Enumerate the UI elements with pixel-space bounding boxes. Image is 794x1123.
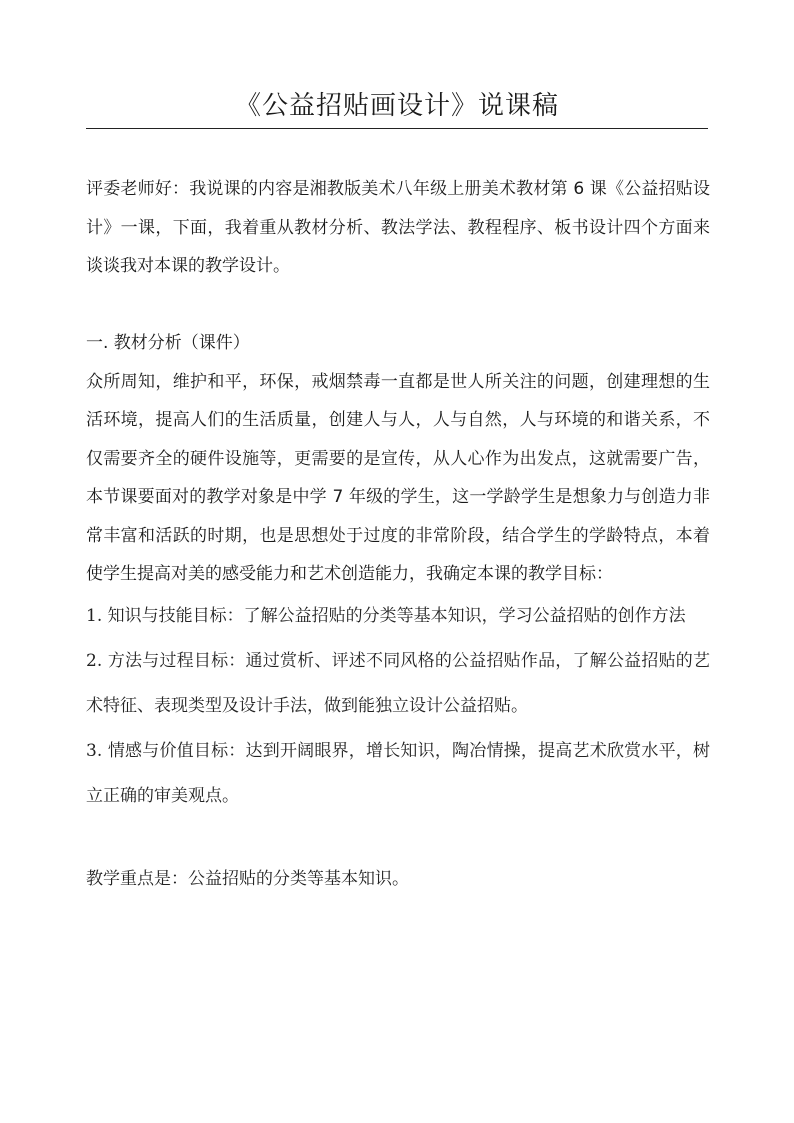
goal-emotion: 3. 情感与价值目标：达到开阔眼界，增长知识，陶冶情操，提高艺术欣赏水平，树立正确的审美观点。 [86, 740, 710, 806]
intro-paragraph: 评委老师好：我说课的内容是湘教版美术八年级上册美术教材第 6 课《公益招贴设计》一课，下面，我着重从教材分析、教法学法、教程程序、板书设计四个方面来谈谈我对本课的教学设计。 [86, 179, 710, 276]
goal-knowledge: 1. 知识与技能目标：了解公益招贴的分类等基本知识，学习公益招贴的创作方法 [86, 605, 686, 626]
document-body [86, 170, 710, 902]
section-heading: 一. 教材分析（课件） [86, 333, 250, 353]
title-underline [86, 128, 708, 129]
document-title: 《公益招贴画设计》说课稿 [234, 91, 559, 121]
analysis-paragraph: 众所周知，维护和平，环保，戒烟禁毒一直都是世人所关注的问题，创建理想的生活环境，提高人们的生活质量，创建人与人，人与自然，人与环境的和谐关系，不仅需要齐全的硬件设施等，更需要的是宣传，从人心作为出发点，这就需要广告，本节课要面对的教学对象是中学 7 年级的学生，这一学龄学生是想象力与创造力非常丰富和活跃的时期，也是思想处于过度的非常阶段，结合学生的学龄特点，本着使学生提高对美的感受能力和艺术创造能力，我确定本课的教学目标： [86, 371, 710, 584]
key-point: 教学重点是：公益招贴的分类等基本知识。 [86, 869, 409, 889]
paragraph-spacer [86, 286, 710, 325]
goal-method: 2. 方法与过程目标：通过赏析、评述不同风格的公益招贴作品，了解公益招贴的艺术特征、表现类型及设计手法，做到能独立设计公益招贴。 [86, 650, 710, 716]
paragraph-spacer [86, 819, 710, 858]
